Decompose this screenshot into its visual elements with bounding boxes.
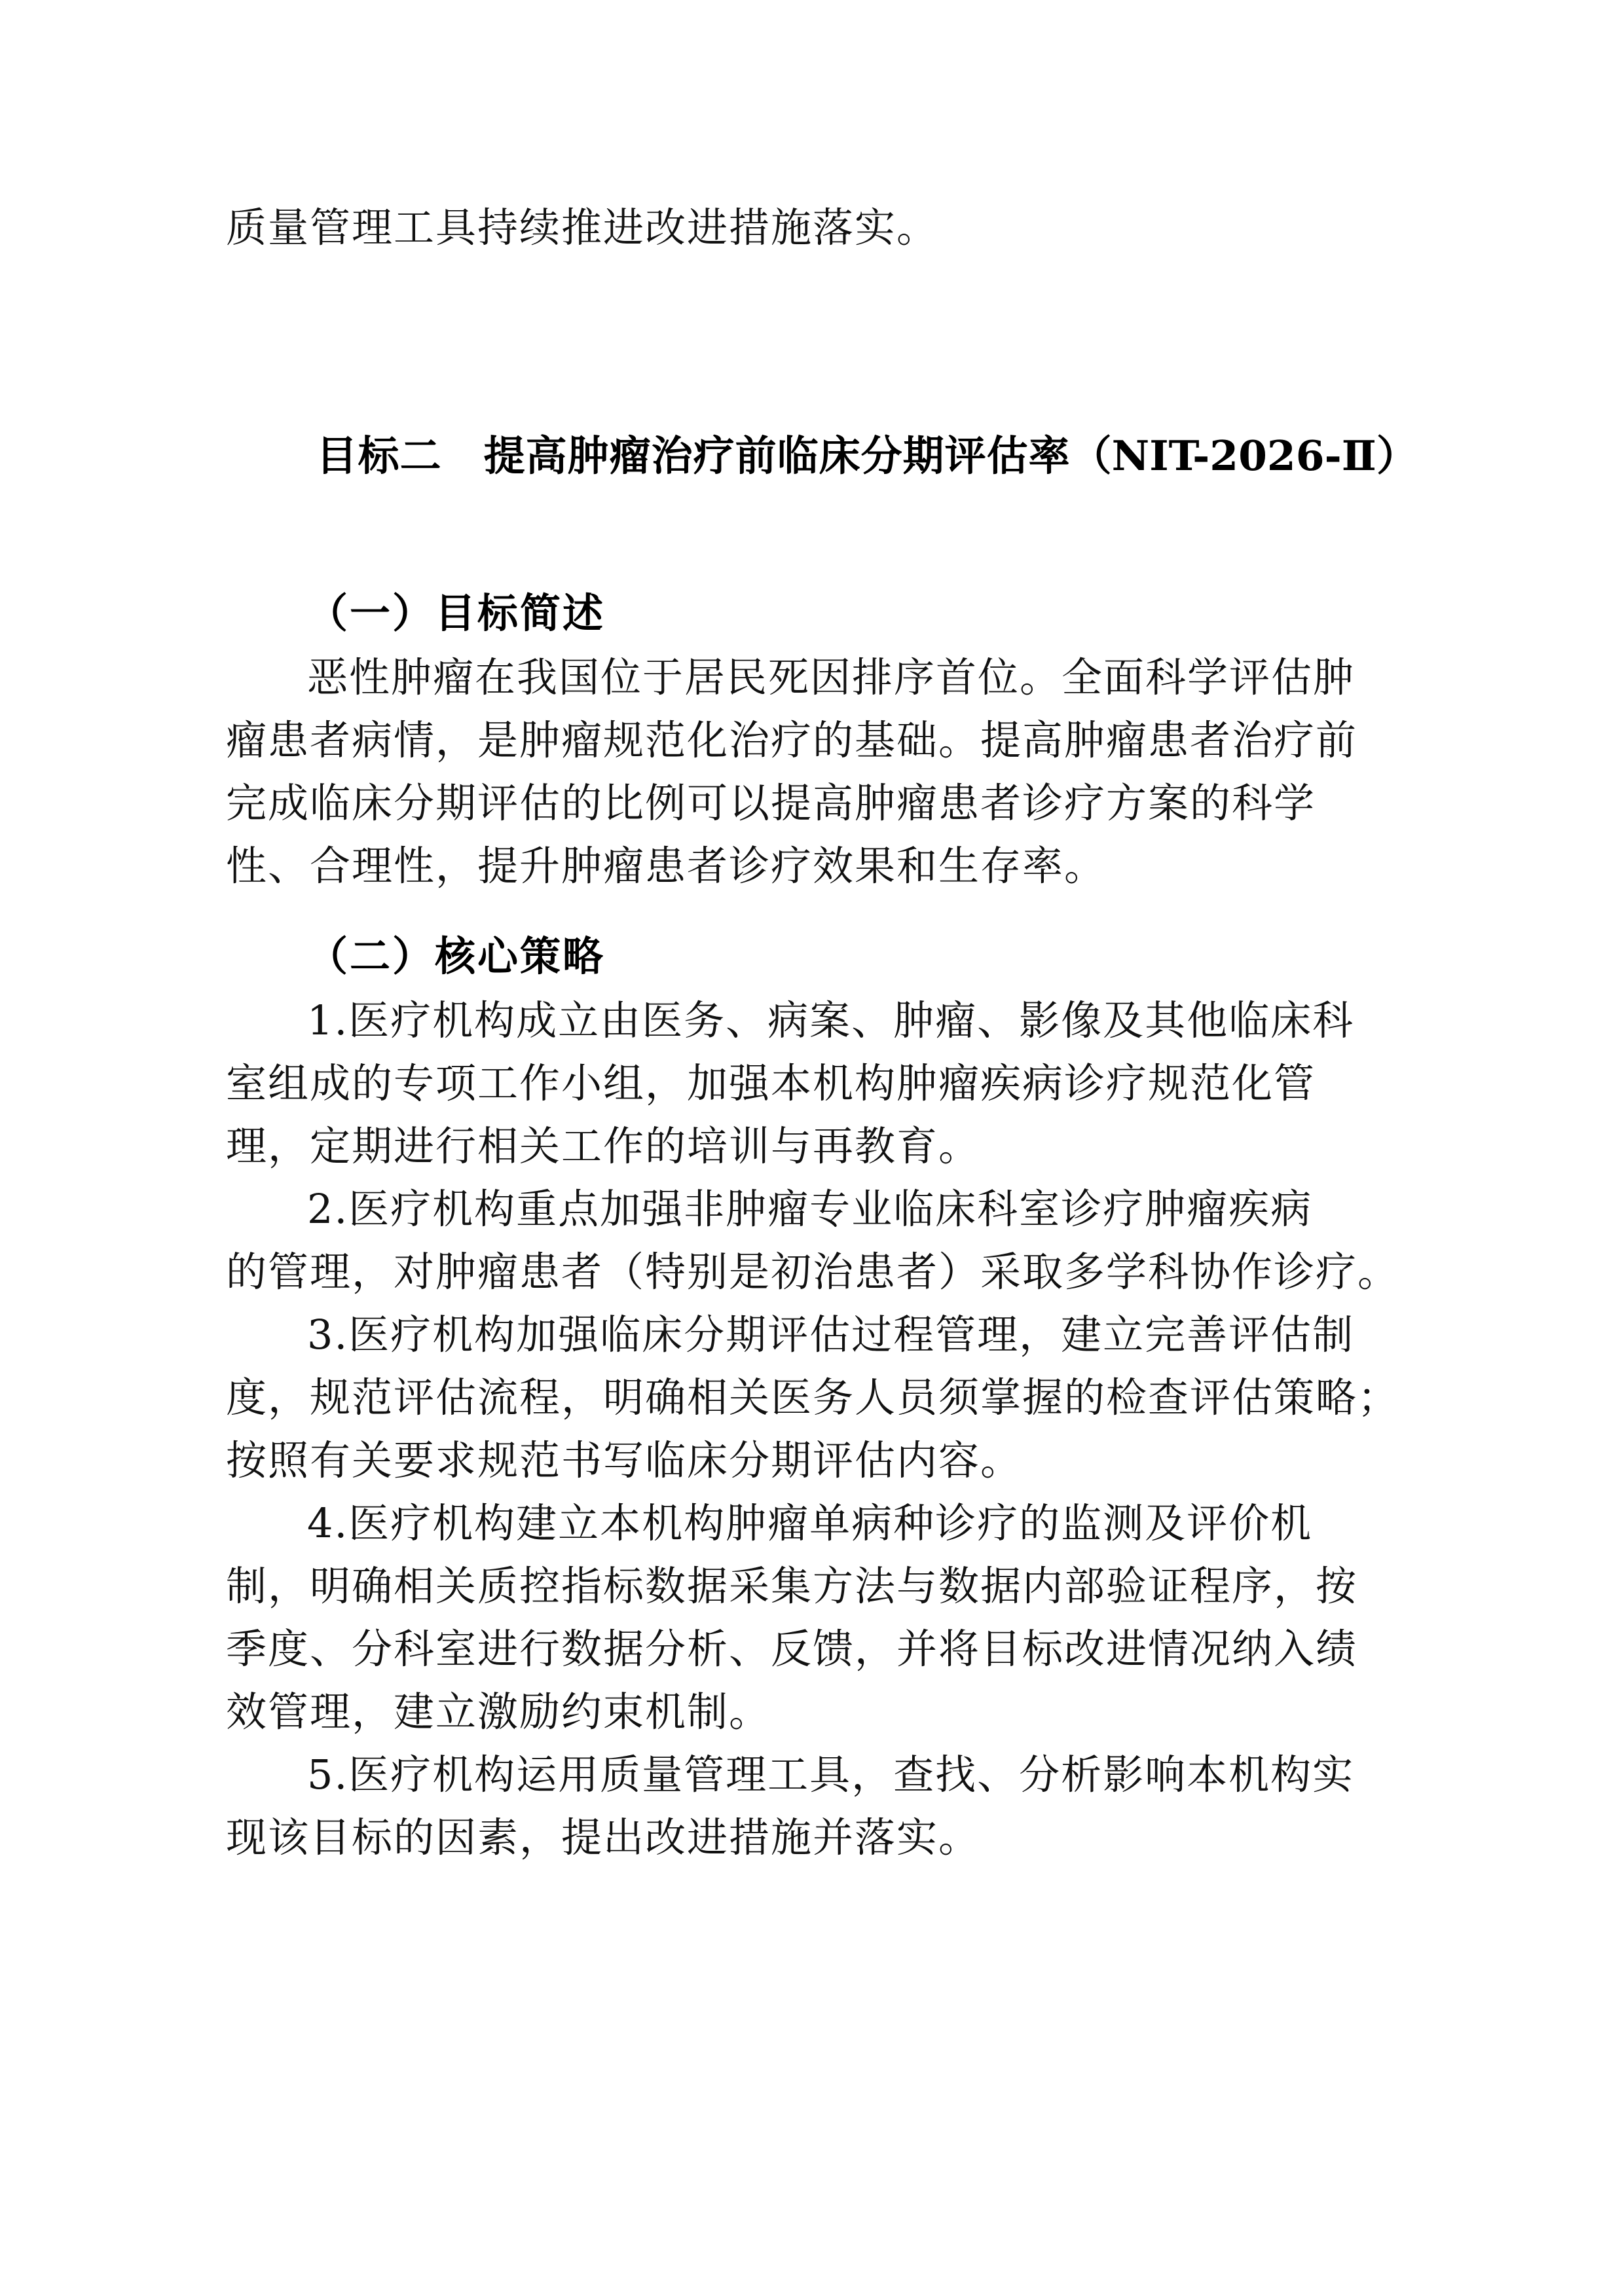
paragraph-line: 2.医疗机构重点加强非肿瘤专业临床科室诊疗肿瘤疾病	[307, 1185, 1313, 1233]
paragraph-line: 季度、分科室进行数据分析、反馈，并将目标改进情况纳入绩	[226, 1625, 1358, 1673]
paragraph-line: 完成临床分期评估的比例可以提高肿瘤患者诊疗方案的科学	[226, 779, 1316, 827]
goal-heading-code: （NIT-2026-Ⅱ）	[1070, 431, 1418, 480]
paragraph-line: 3.医疗机构加强临床分期评估过程管理，建立完善评估制	[307, 1311, 1355, 1358]
strategy-item-3	[226, 1303, 1400, 1492]
paragraph-line: 室组成的专项工作小组，加强本机构肿瘤疾病诊疗规范化管	[226, 1059, 1316, 1107]
goal-heading-title: 提高肿瘤治疗前临床分期评估率	[483, 432, 1071, 480]
paragraph-line: 效管理，建立激励约束机制。	[226, 1688, 771, 1736]
paragraph-line: 5.医疗机构运用质量管理工具，查找、分析影响本机构实	[307, 1751, 1355, 1798]
paragraph-line: 瘤患者病情，是肿瘤规范化治疗的基础。提高肿瘤患者治疗前	[226, 716, 1358, 764]
page-content	[226, 196, 1418, 1869]
paragraph-line: 按照有关要求规范书写临床分期评估内容。	[226, 1436, 1023, 1484]
goal-heading-label: 目标二	[316, 432, 442, 480]
spacer-after-goal-heading	[226, 555, 1385, 581]
paragraph-objective-summary	[226, 646, 1385, 898]
goal-heading-gap	[442, 432, 484, 480]
paragraph-line: 制，明确相关质控指标数据采集方法与数据内部验证程序，按	[226, 1562, 1358, 1610]
spacer-before-goal-heading	[226, 259, 1385, 357]
paragraph-line: 现该目标的因素，提出改进措施并落实。	[226, 1813, 981, 1861]
paragraph-line: 度，规范评估流程，明确相关医务人员须掌握的检查评估策略；	[226, 1374, 1400, 1421]
strategy-item-5	[226, 1743, 1385, 1869]
section-heading-objective-summary: （一）目标简述	[307, 589, 606, 637]
paragraph-line: 4.医疗机构建立本机构肿瘤单病种诊疗的监测及评价机	[307, 1499, 1313, 1547]
goal-heading	[226, 357, 1418, 555]
paragraph-line: 理，定期进行相关工作的培训与再教育。	[226, 1122, 981, 1170]
paragraph-line: 1.医疗机构成立由医务、病案、肿瘤、影像及其他临床科	[307, 996, 1355, 1044]
strategy-item-1	[226, 989, 1385, 1178]
paragraph-line: 的管理，对肿瘤患者（特别是初治患者）采取多学科协作诊疗。	[226, 1248, 1400, 1296]
section-heading-core-strategy: （二）核心策略	[307, 932, 606, 980]
continuation-line: 质量管理工具持续推进改进措施落实。	[226, 204, 939, 251]
paragraph-line: 性、合理性，提升肿瘤患者诊疗效果和生存率。	[226, 842, 1107, 890]
strategy-item-2	[226, 1178, 1400, 1303]
strategy-item-4	[226, 1492, 1385, 1743]
paragraph-line: 恶性肿瘤在我国位于居民死因排序首位。全面科学评估肿	[307, 653, 1356, 701]
spacer-before-core-strategy	[226, 898, 1385, 924]
